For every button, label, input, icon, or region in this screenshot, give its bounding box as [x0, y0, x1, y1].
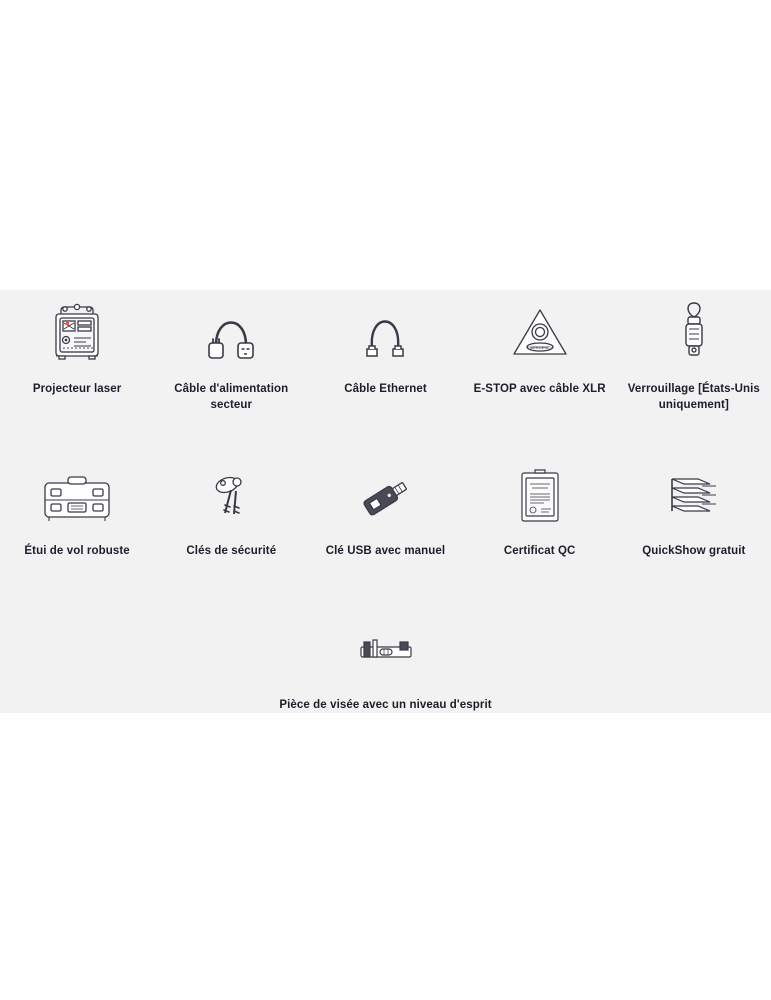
item-qc-certificate[interactable]: [463, 462, 617, 560]
item-label: E-STOP avec câble XLR: [473, 383, 606, 395]
item-label: Verrouillage [États-Unis uniquement]: [627, 383, 760, 411]
quickshow-software-icon: [658, 462, 730, 534]
svg-text:EMERGENCY: EMERGENCY: [526, 345, 553, 350]
qc-certificate-icon: [515, 462, 565, 534]
ethernet-cable-icon: [354, 294, 416, 372]
included-items-row-2: [0, 462, 771, 560]
power-cable-icon: [200, 294, 262, 372]
item-laser-projector[interactable]: [0, 294, 154, 413]
item-flight-case[interactable]: [0, 462, 154, 560]
item-ethernet-cable[interactable]: [308, 294, 462, 413]
safety-keys-icon: [203, 462, 259, 534]
item-label: Clés de sécurité: [186, 545, 277, 557]
item-label: Câble Ethernet: [344, 383, 427, 395]
item-label: Pièce de visée avec un niveau d'esprit: [279, 699, 492, 711]
item-sight-piece-level[interactable]: [0, 628, 771, 714]
usb-drive-icon: [352, 462, 418, 534]
interlock-key-icon: [672, 294, 716, 372]
laser-projector-icon: [44, 294, 110, 372]
item-safety-keys[interactable]: [154, 462, 308, 560]
estop-xlr-icon: [504, 294, 576, 372]
item-power-cable[interactable]: [154, 294, 308, 413]
item-interlock-key[interactable]: [617, 294, 771, 413]
included-items-row-3: [0, 628, 771, 714]
item-quickshow-software[interactable]: [617, 462, 771, 560]
item-label: Étui de vol robuste: [24, 545, 130, 557]
item-label: QuickShow gratuit: [642, 545, 746, 557]
item-estop-xlr[interactable]: [463, 294, 617, 413]
included-items-row-1: [0, 294, 771, 413]
item-label: Clé USB avec manuel: [325, 545, 446, 557]
item-label: Projecteur laser: [32, 383, 122, 395]
item-label: Câble d'alimentation secteur: [174, 383, 289, 411]
flight-case-icon: [35, 462, 119, 534]
sight-piece-level-icon: [358, 628, 414, 676]
item-label: Certificat QC: [503, 545, 576, 557]
item-usb-drive[interactable]: [308, 462, 462, 560]
